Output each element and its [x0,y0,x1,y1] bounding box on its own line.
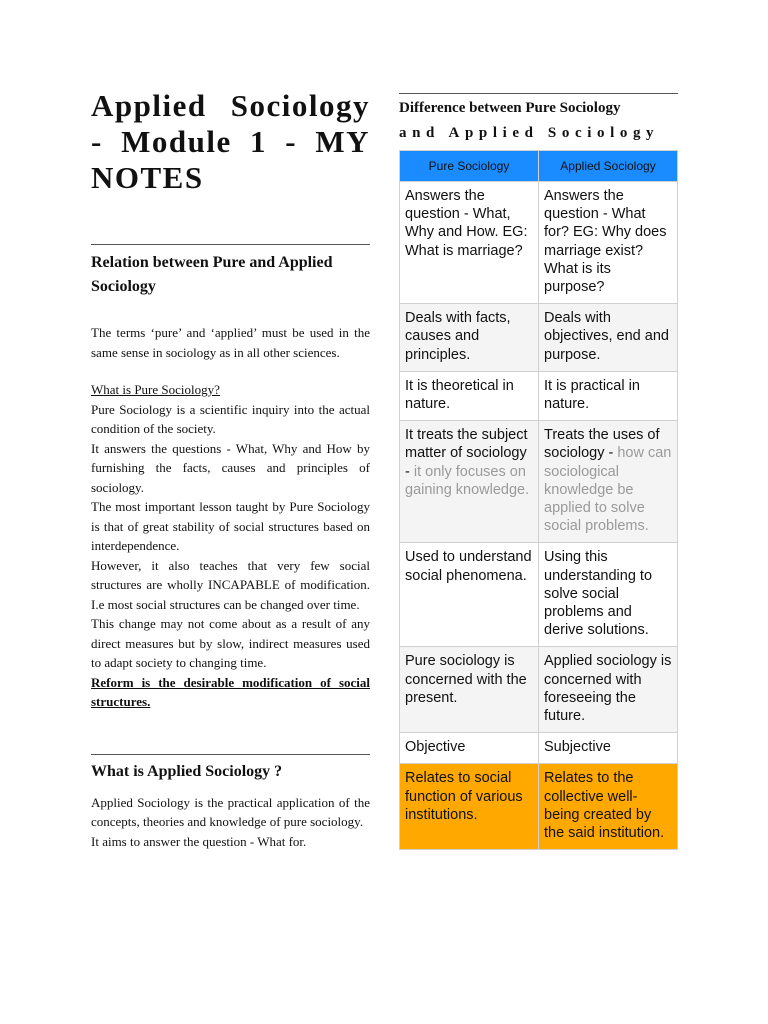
cell-pure: Used to understand social phenomena. [400,543,539,647]
table-row [400,182,678,304]
table-heading-line1: Difference between Pure Sociology [399,100,621,116]
column-header-pure: Pure Sociology [400,151,539,182]
right-column [399,93,678,850]
column-header-applied: Applied Sociology [539,151,678,182]
reform-statement: Reform is the desirable modification of social structures. [91,674,370,709]
intro-paragraph: The terms ‘pure’ and ‘applied’ must be used in the same sense in sociology as in all other sciences. [91,325,370,360]
cell-applied: Applied sociology is concerned with foreseeing the future. [539,647,678,733]
comparison-table [399,150,678,850]
table-row [400,647,678,733]
table-row [400,304,678,372]
table-row-highlighted [400,764,678,850]
section-heading-relation: Relation between Pure and Applied Sociology [91,254,333,295]
left-column [91,88,370,851]
cell-pure: Relates to social function of various institutions. [400,764,539,850]
pure-sociology-line: However, it also teaches that very few social structures are wholly INCAPABLE of modification. I.e most social structures can be changed over time. [91,557,370,612]
cell-applied: Deals with objectives, end and purpose. [539,304,678,372]
table-row [400,371,678,420]
document-title: Applied Sociology - Module 1 - MY NOTES [91,88,370,195]
cell-applied: It is practical in nature. [539,371,678,420]
applied-sociology-definition: Applied Sociology is the practical application of the concepts, theories and knowledge of pure sociology. [91,794,370,829]
pure-sociology-line: The most important lesson taught by Pure Sociology is that of great stability of social structures based on interdependence. [91,499,370,553]
table-row [400,733,678,764]
table-header-row [400,151,678,182]
cell-pure: Pure sociology is concerned with the present. [400,647,539,733]
applied-sociology-aim: It aims to answer the question - What for. [91,833,307,849]
table-heading-divider [399,93,678,94]
table-row [400,421,678,543]
cell-applied: Treats the uses of sociology - how can sociological knowledge be applied to solve social problems. [539,421,678,543]
table-row [400,543,678,647]
pure-sociology-line: Pure Sociology is a scientific inquiry into the actual condition of the society. [91,401,370,436]
cell-pure: Deals with facts, causes and principles. [400,304,539,372]
section-divider [91,754,370,755]
pure-sociology-line: It answers the questions - What, Why and How by furnishing the facts, causes and principles of sociology. [91,440,370,495]
cell-applied: Relates to the collective well-being created by the said institution. [539,764,678,850]
pure-sociology-question: What is Pure Sociology? [91,382,220,397]
cell-pure: Objective [400,733,539,764]
cell-pure: Answers the question - What, Why and How. EG: What is marriage? [400,182,539,304]
cell-pure: It is theoretical in nature. [400,371,539,420]
section-divider [91,244,370,245]
cell-applied: Answers the question - What for? EG: Why does marriage exist? What is its purpose? [539,182,678,304]
cell-applied: Using this understanding to solve social problems and derive solutions. [539,543,678,647]
section-heading-applied: What is Applied Sociology ? [91,762,283,780]
pure-sociology-line: This change may not come about as a result of any direct measures but by slow, indirect measures used to adapt society to changing time. [91,616,370,670]
cell-pure: It treats the subject matter of sociology - it only focuses on gaining knowledge. [400,421,539,543]
cell-applied: Subjective [539,733,678,764]
table-heading-line2: and Applied Sociology [399,125,660,141]
